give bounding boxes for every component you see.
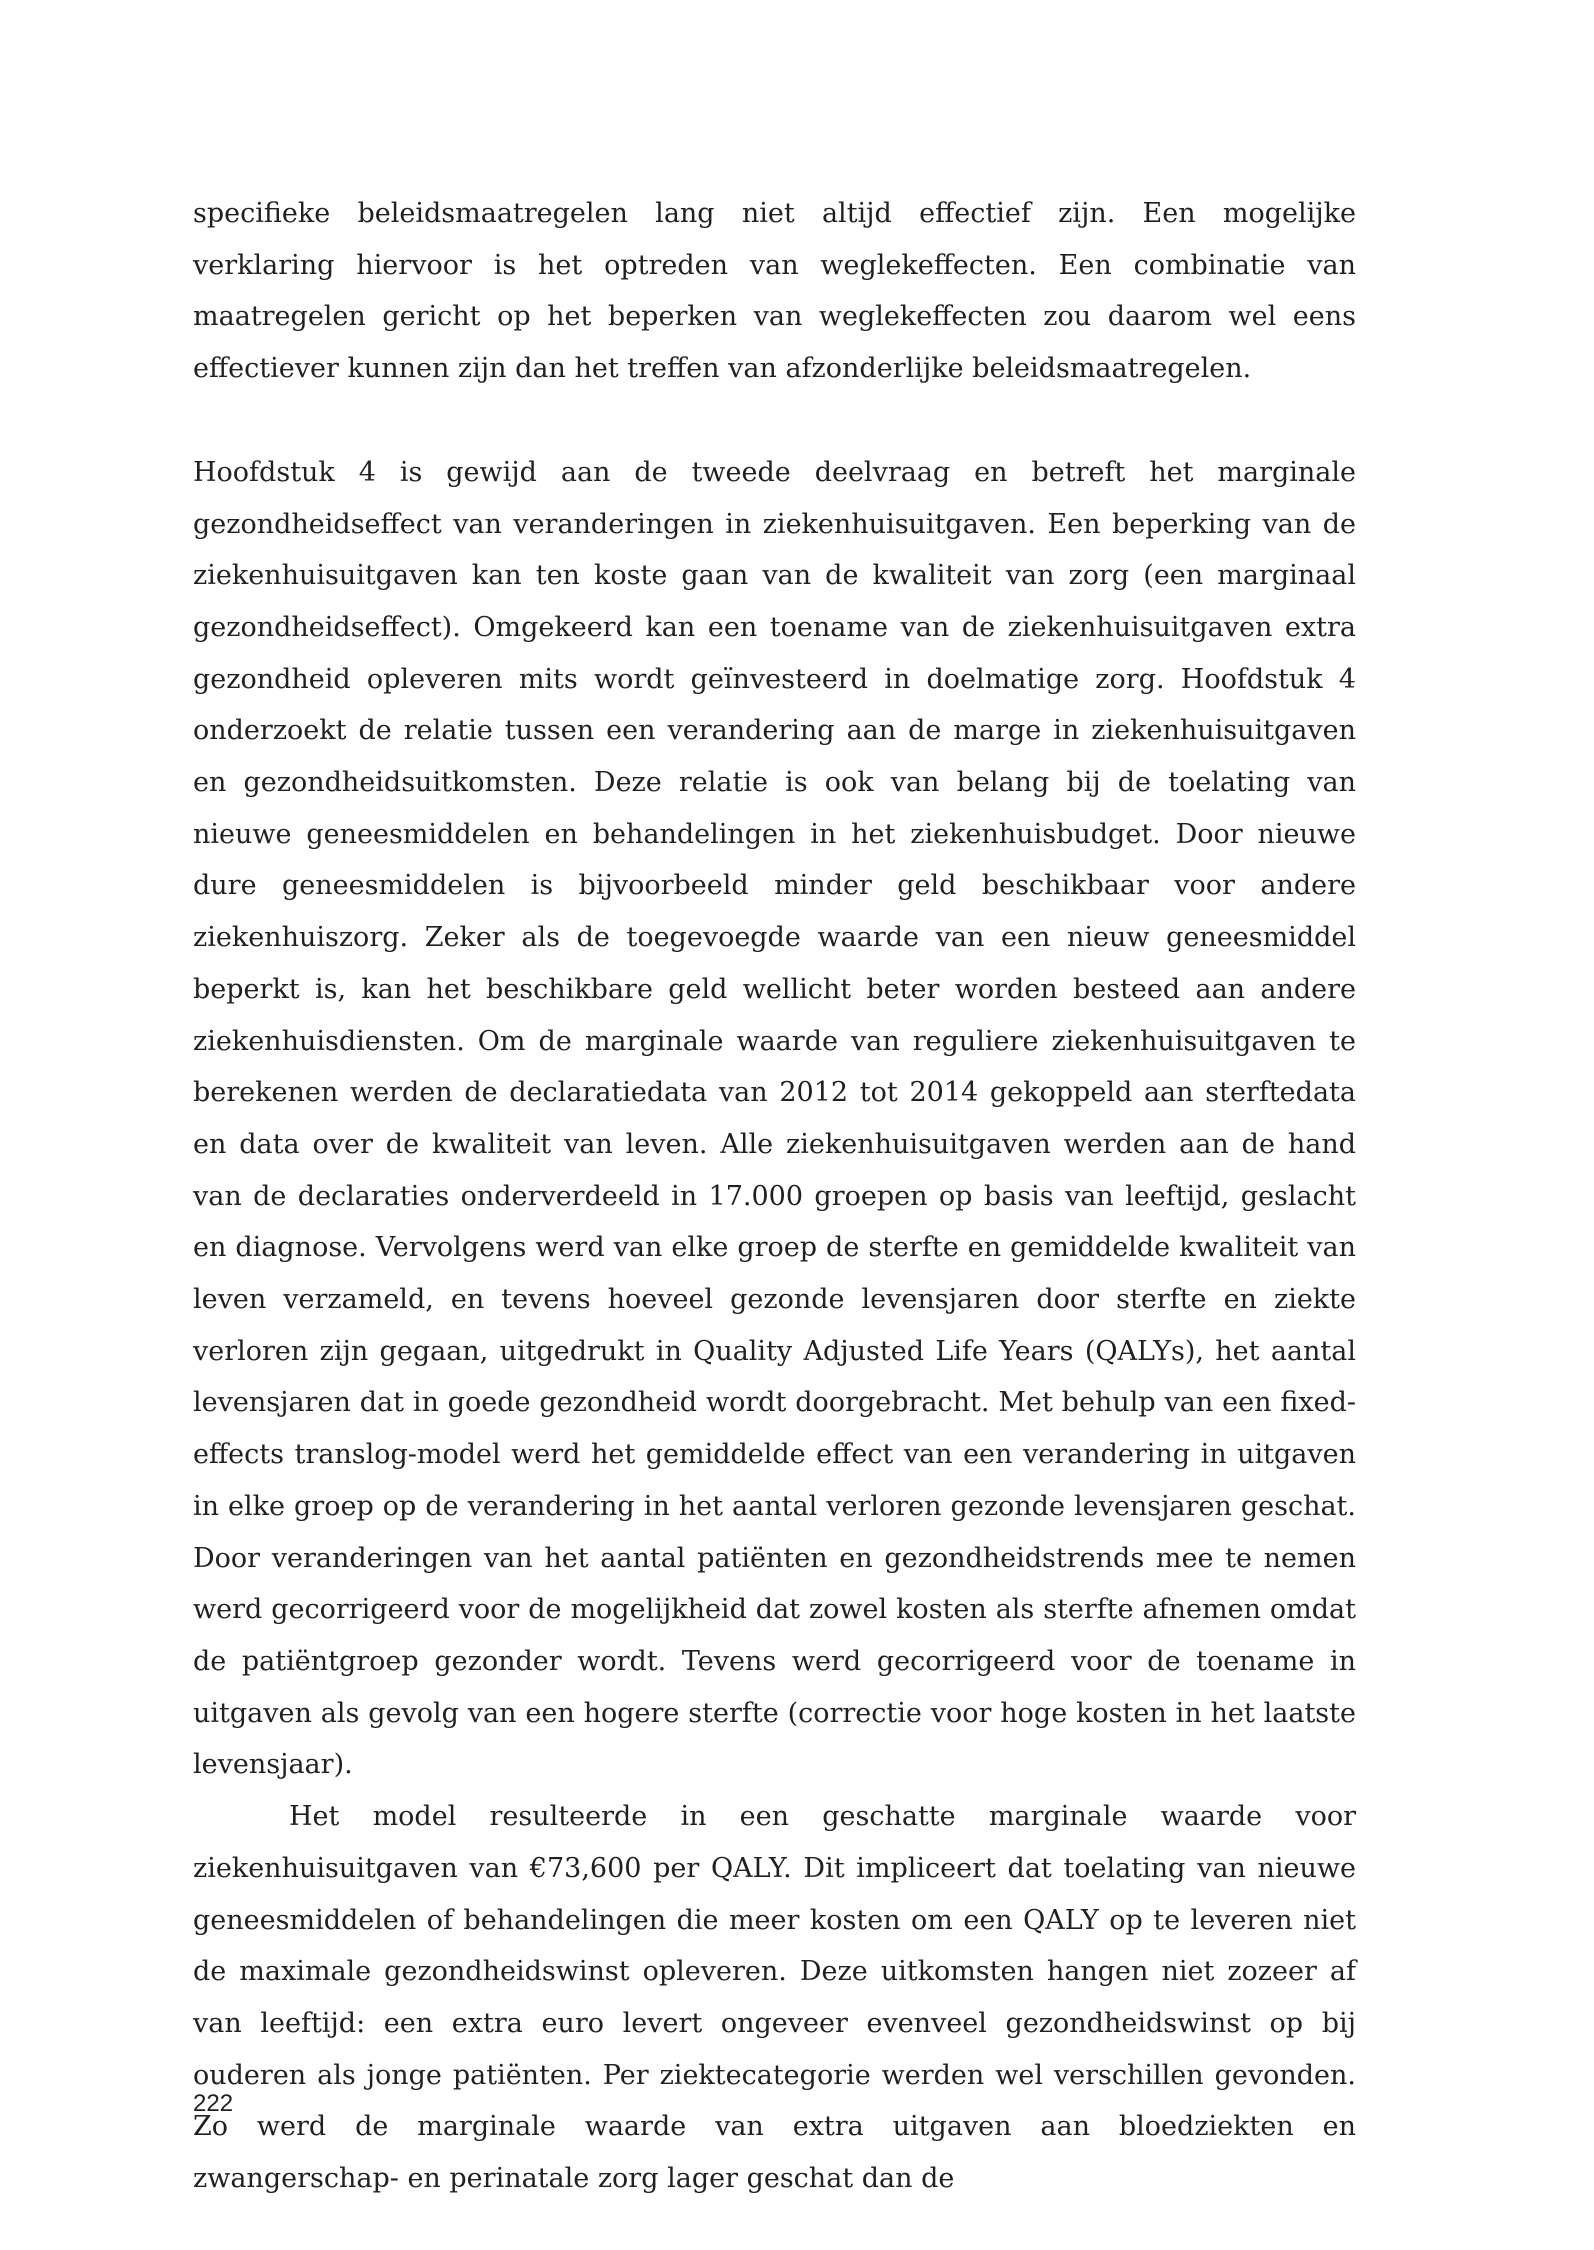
- page-body: [193, 188, 1356, 2205]
- paragraph-model-result: Het model resulteerde in een geschatte marginale waarde voor ziekenhuisuitgaven van €73,600 per QALY. Dit impliceert dat toelating van nieuwe geneesmiddelen of behandelingen die meer kosten om een QALY op te leveren niet de maximale gezondheidswinst opleveren. Deze uitkomsten hangen niet zozeer af van leeftijd: een extra euro levert ongeveer evenveel gezondheidswinst op bij ouderen als jonge patiënten. Per ziektecategorie werden wel verschillen gevonden. Zo werd de marginale waarde van extra uitgaven aan bloedziekten en zwangerschap- en perinatale zorg lager geschat dan de: [193, 1801, 1356, 2195]
- paragraph-continuation: specifieke beleidsmaatregelen lang niet altijd effectief zijn. Een mogelijke verklaring hiervoor is het optreden van weglekeffecten. Een combinatie van maatregelen gericht op het beperken van weglekeffecten zou daarom wel eens effectiever kunnen zijn dan het treffen van afzonderlijke beleidsmaatregelen.: [193, 198, 1356, 385]
- paragraph-spacer: [193, 395, 1356, 447]
- page-number: 222: [193, 2090, 234, 2117]
- paragraph-hoofdstuk-4: Hoofdstuk 4 is gewijd aan de tweede deelvraag en betreft het marginale gezondheidseffect van veranderingen in ziekenhuisuitgaven. Een beperking van de ziekenhuisuitgaven kan ten koste gaan van de kwaliteit van zorg (een marginaal gezondheidseffect). Omgekeerd kan een toename van de ziekenhuisuitgaven extra gezondheid opleveren mits wordt geïnvesteerd in doelmatige zorg. Hoofdstuk 4 onderzoekt de relatie tussen een verandering aan de marge in ziekenhuisuitgaven en gezondheidsuitkomsten. Deze relatie is ook van belang bij de toelating van nieuwe geneesmiddelen en behandelingen in het ziekenhuisbudget. Door nieuwe dure geneesmiddelen is bijvoorbeeld minder geld beschikbaar voor andere ziekenhuiszorg. Zeker als de toegevoegde waarde van een nieuw geneesmiddel beperkt is, kan het beschikbare geld wellicht beter worden besteed aan andere ziekenhuisdiensten. Om de marginale waarde van reguliere ziekenhuisuitgaven te berekenen werden de declaratiedata van 2012 tot 2014 gekoppeld aan sterftedata en data over de kwaliteit van leven. Alle ziekenhuisuitgaven werden aan de hand van de declaraties onderverdeeld in 17.000 groepen op basis van leeftijd, geslacht en diagnose. Vervolgens werd van elke groep de sterfte en gemiddelde kwaliteit van leven verzameld, en tevens hoeveel gezonde levensjaren door sterfte en ziekte verloren zijn gegaan, uitgedrukt in Quality Adjusted Life Years (QALYs), het aantal levensjaren dat in goede gezondheid wordt doorgebracht. Met behulp van een fixed-effects translog-model werd het gemiddelde effect van een verandering in uitgaven in elke groep op de verandering in het aantal verloren gezonde levensjaren geschat. Door veranderingen van het aantal patiënten en gezondheidstrends mee te nemen werd gecorrigeerd voor de mogelijkheid dat zowel kosten als sterfte afnemen omdat de patiëntgroep gezonder wordt. Tevens werd gecorrigeerd voor de toename in uitgaven als gevolg van een hogere sterfte (correctie voor hoge kosten in het laatste levensjaar).: [193, 456, 1356, 1781]
